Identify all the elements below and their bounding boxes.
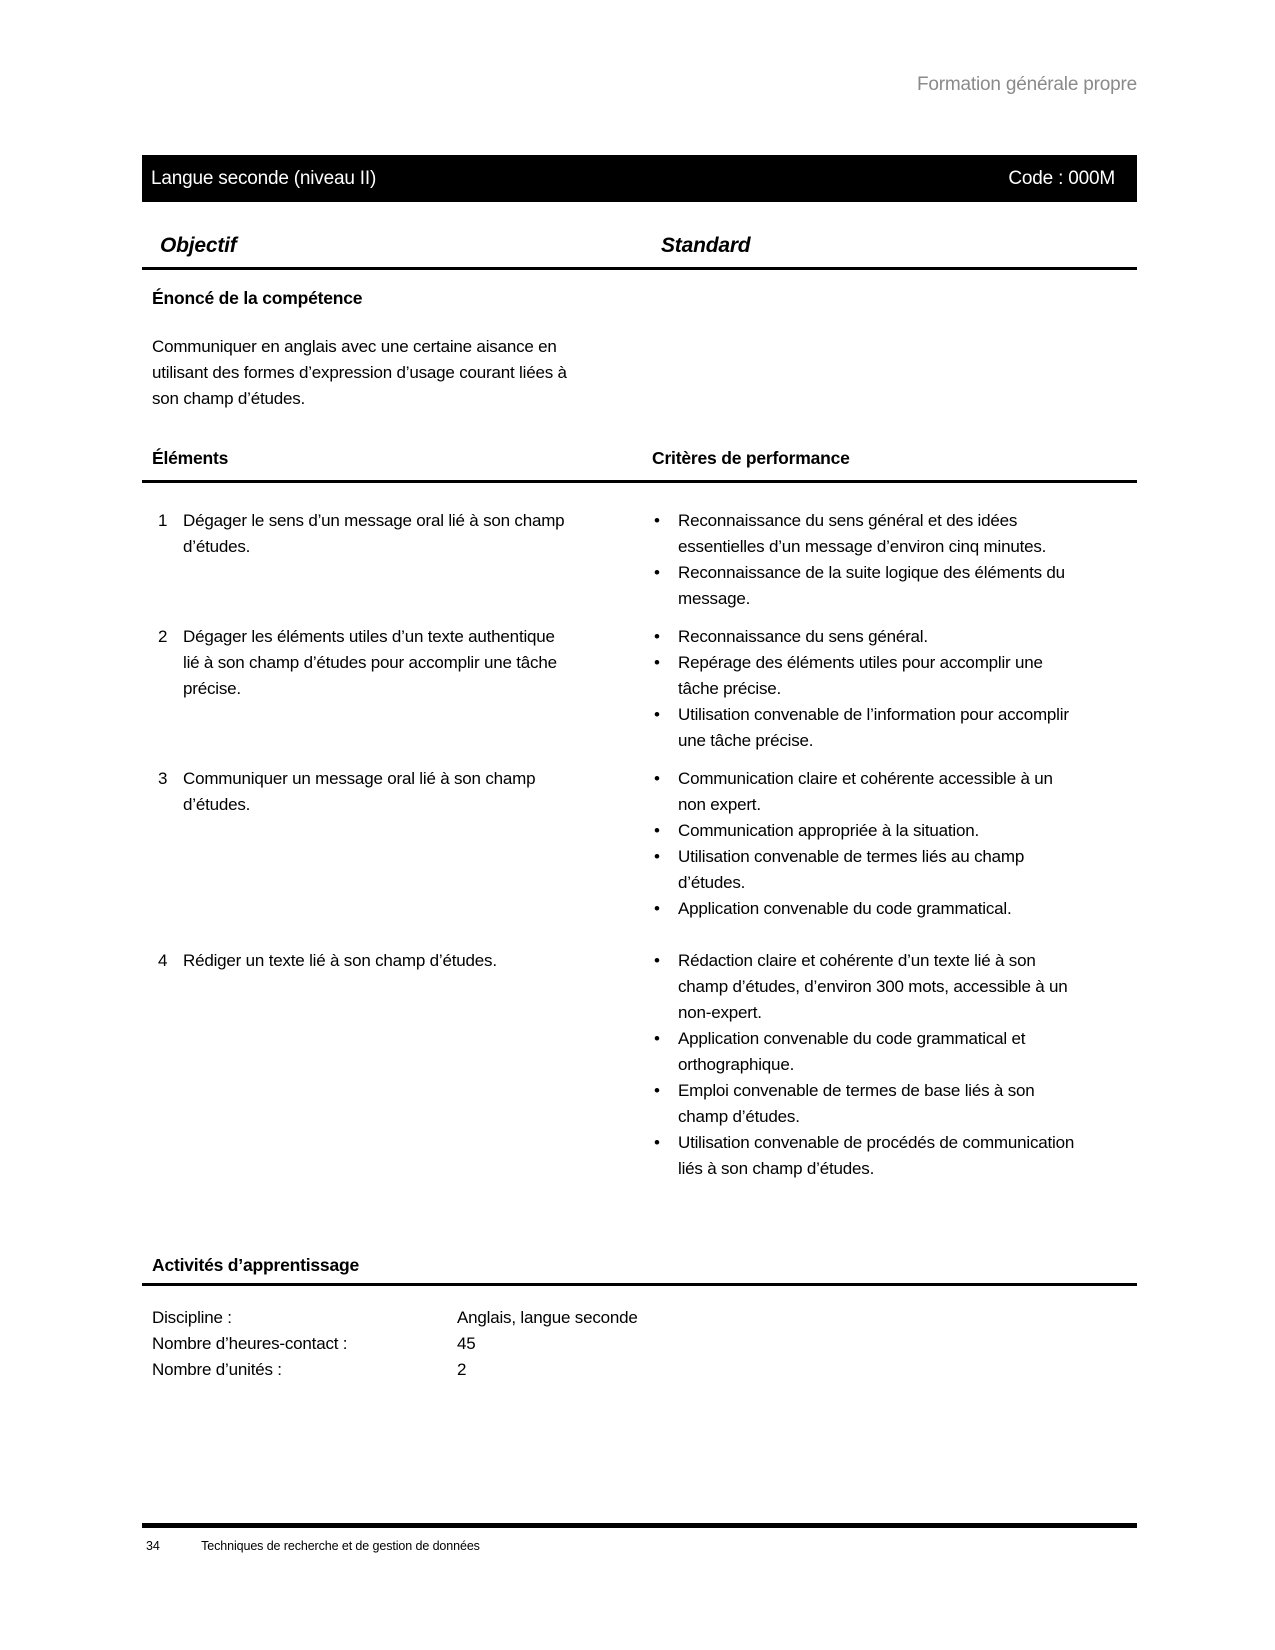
element-number: 1 — [158, 511, 168, 530]
criterion-item: • Emploi convenable de termes de base liés à son champ d’études. — [652, 1078, 1083, 1130]
criteria-list — [652, 766, 1072, 922]
criterion-item: • Communication claire et cohérente accessible à un non expert. — [652, 766, 1083, 818]
criterion-item: • Repérage des éléments utiles pour accomplir une tâche précise. — [652, 650, 1083, 702]
activity-info-label: Nombre d’unités : — [152, 1360, 282, 1379]
criteres-heading: Critères de performance — [652, 448, 850, 468]
course-title-bar — [142, 155, 1137, 202]
footer-rule — [142, 1523, 1137, 1528]
criterion-item: • Application convenable du code grammatical. — [652, 896, 1083, 922]
activity-info-label: Discipline : — [152, 1308, 232, 1327]
standard-column-header: Standard — [661, 234, 751, 257]
program-name: Techniques de recherche et de gestion de données — [201, 1539, 480, 1553]
criteria-cell — [652, 766, 1072, 922]
elements-criteria-table — [142, 446, 1137, 1194]
activity-info-value: 2 — [457, 1360, 467, 1379]
elements-heading: Éléments — [152, 448, 229, 468]
activities-heading: Activités d’apprentissage — [152, 1255, 360, 1275]
activity-info-label: Nombre d’heures-contact : — [152, 1334, 348, 1353]
page-footer — [146, 1539, 480, 1553]
element-row — [142, 624, 1137, 754]
activity-info-value: Anglais, langue seconde — [457, 1308, 638, 1327]
element-text: Communiquer un message oral lié à son champ d’études. — [183, 769, 536, 814]
elements-rows — [142, 483, 1137, 1182]
criterion-item: • Reconnaissance de la suite logique des éléments du message. — [652, 560, 1083, 612]
criteria-cell — [652, 624, 1072, 754]
criteria-list — [652, 624, 1072, 754]
criterion-item: • Rédaction claire et cohérente d’un texte lié à son champ d’études, d’environ 300 mots, accessible à un non-expert. — [652, 948, 1083, 1026]
criterion-item: • Application convenable du code grammatical et orthographique. — [652, 1026, 1083, 1078]
criteria-cell — [652, 948, 1075, 1182]
element-text: Rédiger un texte lié à son champ d’études. — [183, 951, 497, 970]
activity-info-value: 45 — [457, 1334, 476, 1353]
element-number: 3 — [158, 769, 168, 788]
element-row — [142, 508, 1137, 612]
criteria-list — [652, 508, 1072, 612]
objectif-column-header: Objectif — [160, 234, 237, 257]
criterion-item: • Utilisation convenable de l’information pour accomplir une tâche précise. — [652, 702, 1083, 754]
section-label: Formation générale propre — [917, 74, 1137, 95]
criterion-item: • Communication appropriée à la situation. — [652, 818, 1083, 844]
element-row — [142, 948, 1137, 1182]
page-number: 34 — [146, 1539, 160, 1553]
competence-statement: Communiquer en anglais avec une certaine aisance en utilisant des formes d’expression d’usage courant liées à son champ d’études. — [152, 337, 567, 408]
criterion-item: • Utilisation convenable de termes liés au champ d’études. — [652, 844, 1083, 896]
element-row — [142, 766, 1137, 922]
activity-info-row — [142, 1357, 1137, 1383]
activities-section — [142, 1253, 1137, 1383]
activity-info-row — [142, 1331, 1137, 1357]
activity-info-row — [142, 1305, 1137, 1331]
element-number: 2 — [158, 627, 168, 646]
activities-rule — [142, 1283, 1137, 1286]
criteria-list — [652, 948, 1075, 1182]
course-code: Code : 000M — [1008, 167, 1115, 189]
elements-table-header — [142, 446, 1137, 483]
activities-rows — [142, 1305, 1137, 1383]
element-text: Dégager les éléments utiles d’un texte authentique lié à son champ d’études pour accomplir une tâche précise. — [183, 627, 557, 698]
course-title: Langue seconde (niveau II) — [151, 167, 377, 189]
criteria-cell — [652, 508, 1072, 612]
criterion-item: • Utilisation convenable de procédés de communication liés à son champ d’études. — [652, 1130, 1083, 1182]
element-number: 4 — [158, 951, 168, 970]
criterion-item: • Reconnaissance du sens général. — [652, 624, 1083, 650]
competence-heading: Énoncé de la compétence — [152, 288, 363, 308]
criterion-item: • Reconnaissance du sens général et des idées essentielles d’un message d’environ cinq minutes. — [652, 508, 1083, 560]
objectif-standard-header — [142, 234, 1137, 270]
element-text: Dégager le sens d’un message oral lié à son champ d’études. — [183, 511, 565, 556]
